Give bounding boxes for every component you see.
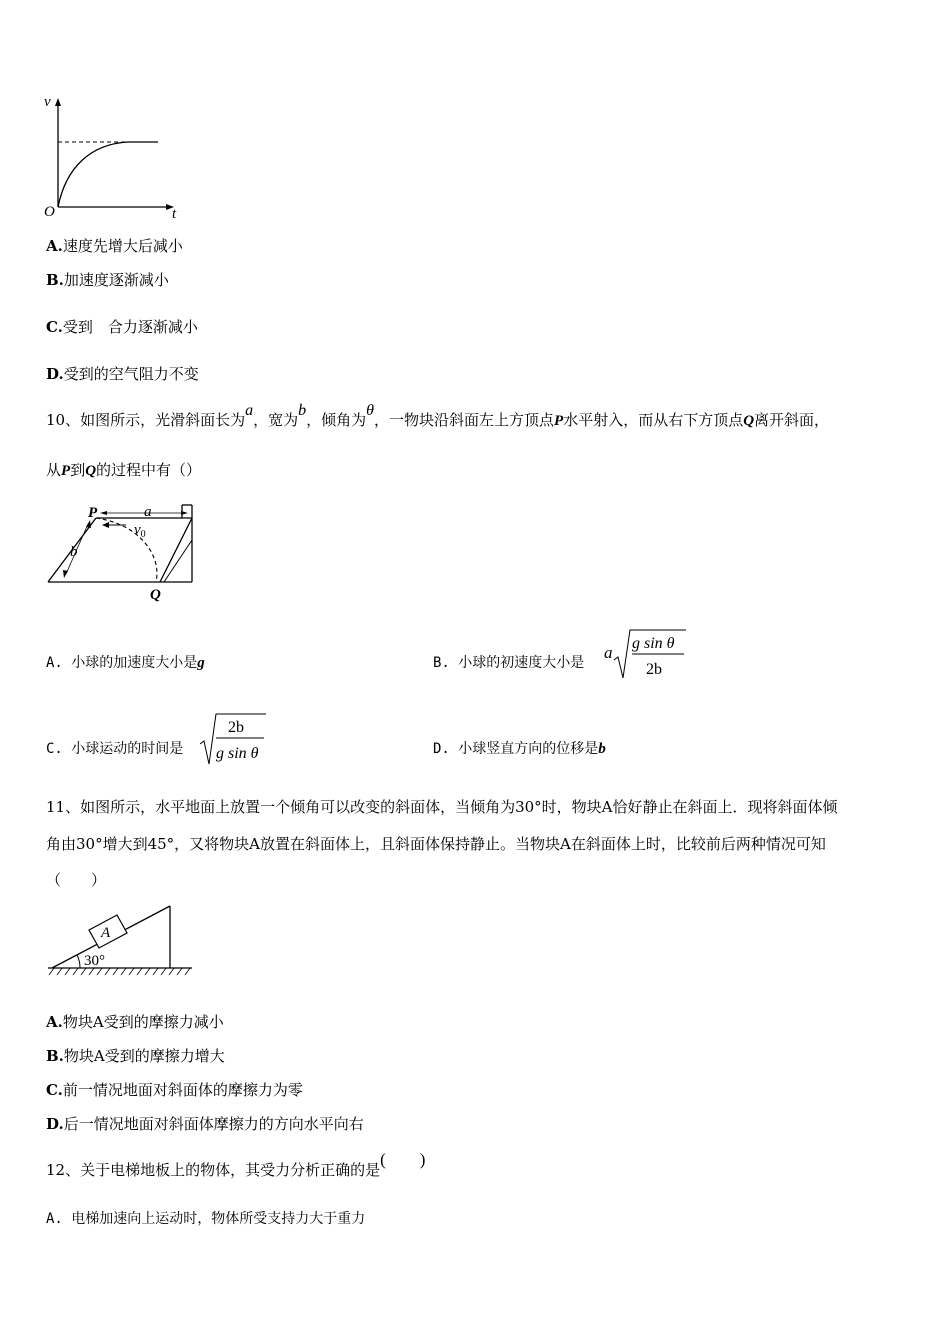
q11-stem-line2: 角由30°增大到45°，又将物块A放置在斜面体上，且斜面体保持静止。当物块A在斜面体上时，比较前后两种情况可知 [46, 835, 826, 853]
label-Q: Q [150, 587, 161, 603]
q10-option-a: A. 小球的加速度大小是g [46, 655, 205, 671]
var-theta: θ [366, 402, 374, 419]
q11-option-a: A.物块A受到的摩擦力减小 [46, 1013, 224, 1031]
q9-option-b: B.加速度逐渐减小 [46, 271, 169, 289]
incline-block-figure [44, 898, 196, 982]
svg-text:g sin θ: g sin θ [216, 745, 259, 762]
q10-option-d: D. 小球竖直方向的位移是b [433, 741, 606, 757]
q10-option-b: B. 小球的初速度大小是 [433, 655, 585, 671]
svg-text:2b: 2b [228, 719, 244, 736]
var-b: b [298, 402, 307, 419]
q10-option-c-formula [200, 710, 270, 772]
angle-label: 30° [84, 953, 105, 969]
label-a: a [144, 504, 152, 520]
q11-option-d: D.后一情况地面对斜面体摩擦力的方向水平向右 [46, 1115, 364, 1133]
velocity-time-graph [36, 92, 186, 222]
var-a: a [245, 402, 254, 419]
q11-option-b: B.物块A受到的摩擦力增大 [46, 1047, 225, 1065]
q11-stem-line3: （ ） [46, 871, 107, 889]
q9-option-c: C.受到 合力逐渐减小 [46, 318, 198, 336]
q11-stem-line1: 11、如图所示，水平地面上放置一个倾角可以改变的斜面体，当倾角为30°时，物块A恰好静止在斜面上．现将斜面体倾 [46, 798, 838, 816]
svg-text:2b: 2b [646, 661, 662, 678]
q12-option-a: A. 电梯加速向上运动时，物体所受支持力大于重力 [46, 1211, 366, 1227]
svg-text:g sin θ: g sin θ [632, 635, 675, 652]
q9-option-d: D.受到的空气阻力不变 [46, 365, 199, 383]
svg-text:a: a [604, 643, 613, 662]
origin-label: O [44, 204, 55, 220]
label-v0: $v_0$ [134, 522, 146, 540]
q10-stem-line1: 10、如图所示，光滑斜面长为a，宽为b，倾角为θ，一物块沿斜面左上方顶点P水平射入，而从右下方顶点Q离开斜面， [46, 402, 830, 429]
q11-option-c: C.前一情况地面对斜面体的摩擦力为零 [46, 1081, 303, 1099]
label-b: b [70, 544, 78, 560]
block-label: A [101, 925, 111, 941]
q9-option-a: A.速度先增大后减小 [46, 237, 183, 255]
q10-option-c: C. 小球运动的时间是 [46, 741, 184, 757]
label-P: P [88, 505, 98, 521]
y-axis-label: v [44, 94, 51, 110]
q10-option-b-formula [604, 626, 690, 686]
x-axis-label: t [172, 206, 177, 222]
q12-stem: 12、关于电梯地板上的物体，其受力分析正确的是( ) [46, 1150, 426, 1179]
inclined-plane-figure [44, 500, 214, 610]
q10-stem-line2: 从P到Q的过程中有（） [46, 461, 202, 479]
